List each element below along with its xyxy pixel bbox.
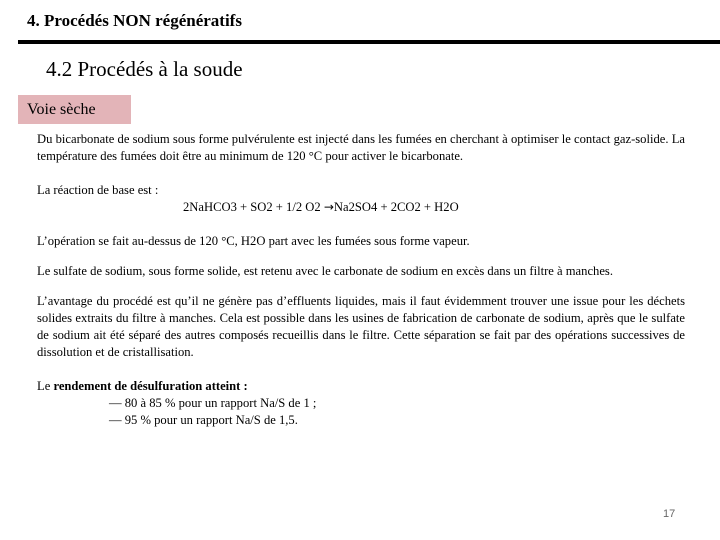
yield-label: rendement de désulfuration atteint : [53,379,248,393]
voie-seche-tag: Voie sèche [18,95,131,124]
reaction-equation [37,199,685,216]
yield-heading [37,378,685,395]
section-title: 4.2 Procédés à la soude [46,57,243,81]
reaction-arrow: → [323,200,334,214]
body-text [37,131,685,429]
reaction-label: La réaction de base est : [37,183,159,197]
sulfate-paragraph: Le sulfate de sodium, sous forme solide, est retenu avec le carbonate de sodium en excès dans un filtre à manches. [37,264,613,278]
reaction-products: Na2SO4 + 2CO2 + H2O [333,200,459,214]
header-title: 4. Procédés NON régénératifs [27,11,242,30]
advantage-paragraph: L’avantage du procédé est qu’il ne génère pas d’effluents liquides, mais il faut évidemment trouver une issue pour les déchets solides extraits du filtre à manches. Cela est possible dans les usines de fabrication de carbonate de sodium, après que le sulfate de sodium ait été séparé des autres composés recueillis dans le filtre. Cette séparation se fait par des opérations successives de dissolution et de cristallisation. [37,294,685,359]
page-number: 17 [663,508,676,520]
yield-item: — 80 à 85 % pour un rapport Na/S de 1 ; [109,396,317,410]
intro-paragraph: Du bicarbonate de sodium sous forme pulvérulente est injecté dans les fumées en cherchant à optimiser le contact gaz-solide. La température des fumées doit être au minimum de 120 °C pour activer le bicarbonate. [37,132,685,163]
operation-paragraph: L’opération se fait au-dessus de 120 °C, H2O part avec les fumées sous forme vapeur. [37,234,470,248]
header-rule [18,40,720,44]
reaction-reactants: 2NaHCO3 + SO2 + 1/2 O2 [183,200,321,214]
yield-prefix: Le [37,379,51,393]
yield-item: — 95 % pour un rapport Na/S de 1,5. [109,413,298,427]
